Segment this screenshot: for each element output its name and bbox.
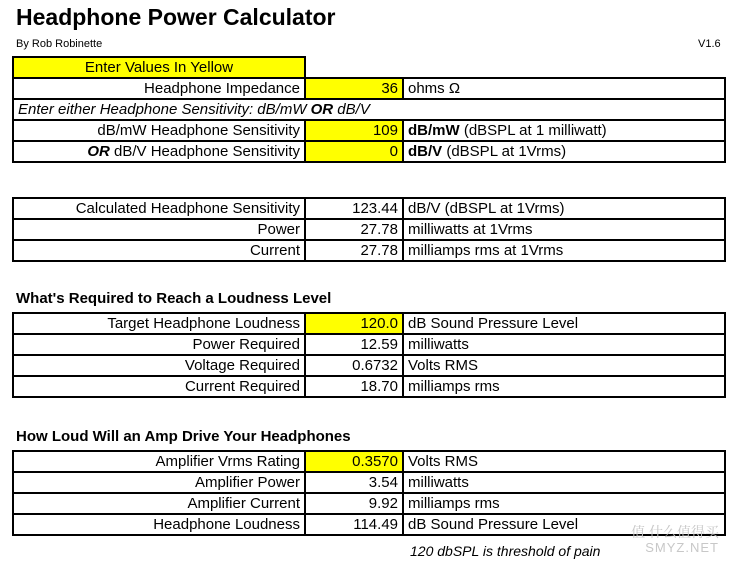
input-banner-row — [13, 57, 725, 78]
calc-value: 123.44 — [305, 198, 403, 219]
calc-unit: milliamps rms at 1Vrms — [403, 240, 725, 261]
input-table — [12, 56, 726, 163]
loudness-row — [13, 355, 725, 376]
sens-v-unit: dB/V (dBSPL at 1Vrms) — [403, 141, 725, 162]
amp-value: 114.49 — [305, 514, 403, 535]
loudness-row — [13, 313, 725, 334]
sens-mw-unit: dB/mW (dBSPL at 1 milliwatt) — [403, 120, 725, 141]
amp-row — [13, 493, 725, 514]
amp-unit: milliwatts — [403, 472, 725, 493]
calc-label: Current — [13, 240, 305, 261]
enter-values-banner: Enter Values In Yellow — [13, 57, 305, 78]
loudness-label: Current Required — [13, 376, 305, 397]
sens-mw-label: dB/mW Headphone Sensitivity — [13, 120, 305, 141]
calc-label: Power — [13, 219, 305, 240]
calc-unit: dB/V (dBSPL at 1Vrms) — [403, 198, 725, 219]
loudness-row — [13, 334, 725, 355]
loudness-value: 18.70 — [305, 376, 403, 397]
calc-row — [13, 240, 725, 261]
amp-label: Amplifier Current — [13, 493, 305, 514]
amp-unit: milliamps rms — [403, 493, 725, 514]
loudness-heading: What's Required to Reach a Loudness Level — [16, 290, 332, 307]
sens-v-row — [13, 141, 725, 162]
calc-row — [13, 219, 725, 240]
calc-value: 27.78 — [305, 219, 403, 240]
watermark-line2: SMYZ.NET — [645, 540, 719, 555]
amp-label: Amplifier Power — [13, 472, 305, 493]
sens-mw-input[interactable]: 109 — [305, 120, 403, 141]
amp-label: Headphone Loudness — [13, 514, 305, 535]
amp-value: 3.54 — [305, 472, 403, 493]
sens-mw-row — [13, 120, 725, 141]
amp-vrms-input[interactable]: 0.3570 — [305, 451, 403, 472]
site-watermark — [631, 524, 719, 556]
sensitivity-instruction-row — [13, 99, 725, 120]
loudness-row — [13, 376, 725, 397]
amp-row — [13, 472, 725, 493]
page-title: Headphone Power Calculator — [16, 4, 336, 30]
loudness-table — [12, 312, 726, 398]
loudness-value: 0.6732 — [305, 355, 403, 376]
amp-table — [12, 450, 726, 536]
loudness-label: Voltage Required — [13, 355, 305, 376]
amp-unit: Volts RMS — [403, 451, 725, 472]
loudness-value: 12.59 — [305, 334, 403, 355]
loudness-unit: milliwatts — [403, 334, 725, 355]
sens-v-label: OR dB/V Headphone Sensitivity — [13, 141, 305, 162]
amp-label: Amplifier Vrms Rating — [13, 451, 305, 472]
calc-value: 27.78 — [305, 240, 403, 261]
loudness-unit: milliamps rms — [403, 376, 725, 397]
sensitivity-instruction: Enter either Headphone Sensitivity: dB/mW OR dB/V — [13, 99, 725, 120]
author-credit: By Rob Robinette — [16, 38, 103, 50]
sens-v-input[interactable]: 0 — [305, 141, 403, 162]
loudness-label: Target Headphone Loudness — [13, 313, 305, 334]
watermark-line1: 值 什么值得买 — [631, 524, 719, 540]
loudness-unit: Volts RMS — [403, 355, 725, 376]
amp-heading: How Loud Will an Amp Drive Your Headphones — [16, 428, 351, 445]
impedance-input[interactable]: 36 — [305, 78, 403, 99]
loudness-label: Power Required — [13, 334, 305, 355]
calc-unit: milliwatts at 1Vrms — [403, 219, 725, 240]
version-label: V1.6 — [698, 38, 721, 50]
pain-threshold-note: 120 dbSPL is threshold of pain — [410, 543, 601, 559]
target-loudness-input[interactable]: 120.0 — [305, 313, 403, 334]
calc-row — [13, 198, 725, 219]
amp-row — [13, 514, 725, 535]
impedance-row — [13, 78, 725, 99]
impedance-label: Headphone Impedance — [13, 78, 305, 99]
amp-unit: dB Sound Pressure Level — [403, 514, 725, 535]
amp-value: 9.92 — [305, 493, 403, 514]
calc-label: Calculated Headphone Sensitivity — [13, 198, 305, 219]
loudness-unit: dB Sound Pressure Level — [403, 313, 725, 334]
calculated-table — [12, 197, 726, 262]
impedance-unit: ohms Ω — [403, 78, 725, 99]
amp-row — [13, 451, 725, 472]
